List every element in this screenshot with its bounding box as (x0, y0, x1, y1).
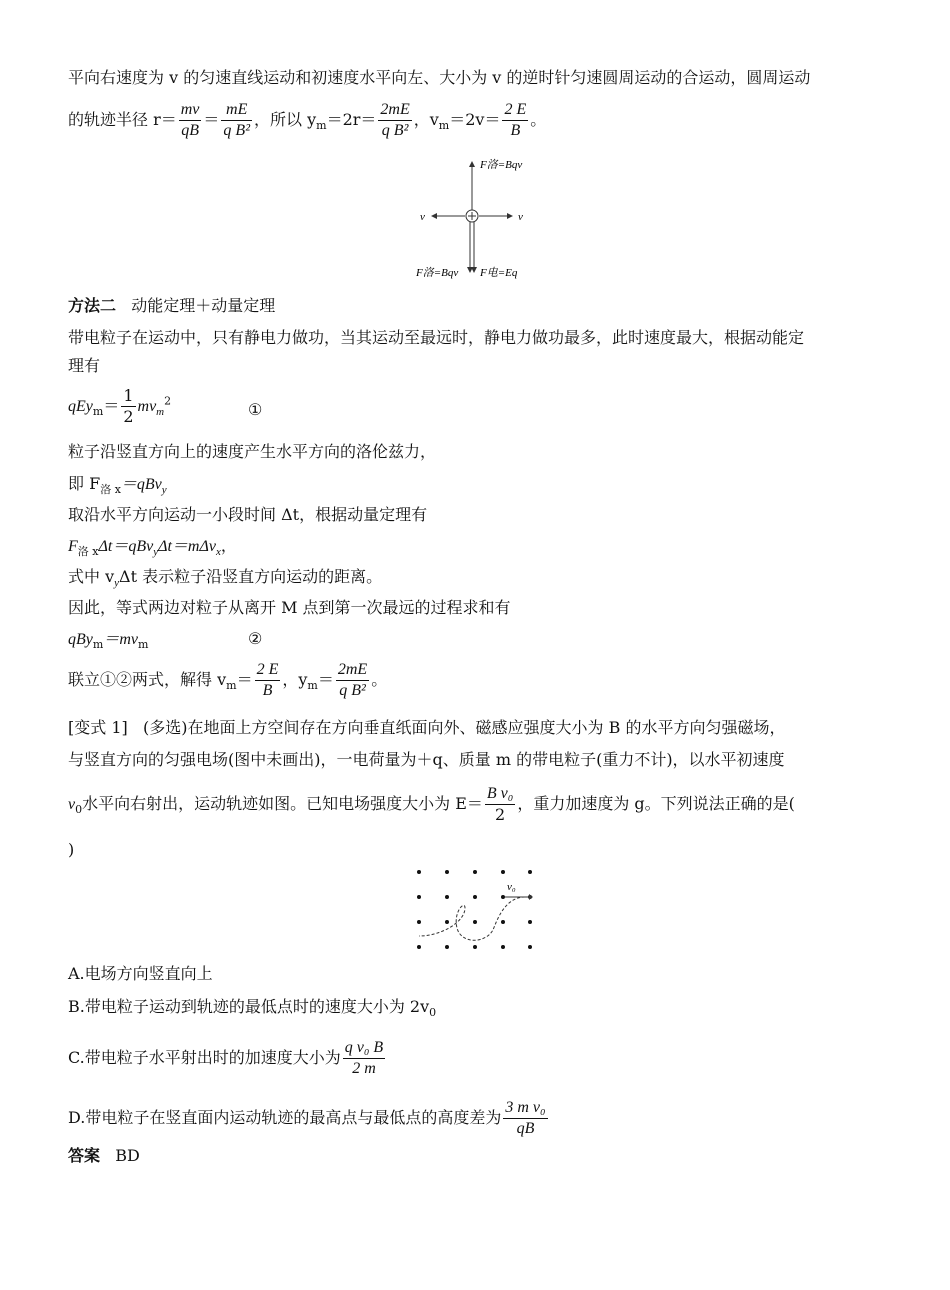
text: ，v (413, 110, 439, 129)
label-top: F洛=Bqv (480, 159, 523, 171)
equation-tag: ② (248, 629, 263, 648)
text-line: $F_{洛 x}\Delta t=qBv_y\Delta t=m\Delta v_x$， (68, 536, 237, 559)
question-line: ) (68, 840, 75, 859)
fraction: $\frac{2mE}{\text{q B²}}$ (380, 101, 410, 139)
option-d: D.带电粒子在竖直面内运动轨迹的最高点与最低点的高度差为 $\frac{\text{3 m v₀}}{qB}$ (68, 1099, 546, 1137)
method-heading (68, 294, 275, 318)
equation-2: $qBy_m=mv_m$ ② (68, 629, 263, 652)
fraction: $\frac{2 E}{B}$ (256, 661, 279, 699)
fraction: $\frac{2 E}{B}$ (504, 101, 527, 139)
text: ，所以 y (254, 110, 317, 129)
text-line: 平向右速度为 v 的匀速直线运动和初速度水平向左、大小为 v 的逆时针匀速圆周运动的合运动，圆周运动 (68, 68, 811, 87)
text: ＝2v＝ (449, 110, 501, 129)
text-line: 带电粒子在运动中，只有静电力做功，当其运动至最远时，静电力做功最多，此时速度最大，根据动能定 (68, 328, 805, 347)
option-b: B.带电粒子运动到轨迹的最低点时的速度大小为 $2v_0$ (68, 997, 437, 1020)
trajectory-path (419, 897, 525, 940)
text: ＝2r＝ (326, 110, 377, 129)
fraction: $\frac{mE}{\text{q B²}}$ (223, 101, 250, 139)
text-line: 理有 (68, 356, 101, 375)
equation-tag: ① (248, 400, 263, 419)
text-line: 粒子沿竖直方向上的速度产生水平方向的洛伦兹力， (68, 442, 437, 461)
fraction: $\frac{2mE}{\text{q B²}}$ (337, 661, 368, 699)
label-bottom-left: F洛=Bqv (416, 267, 459, 279)
label-bottom-right: F电=Eq (480, 267, 518, 279)
equation-1: qEy$_m$＝ $\frac{1}{2}$ $mv_m^2$ ① (68, 386, 263, 426)
text-line: 式中 $v_y\Delta t$ 表示粒子沿竖直方向运动的距离。 (68, 567, 383, 590)
answer-value: BD (115, 1146, 140, 1165)
text-line: 取沿水平方向运动一小段时间 Δt，根据动量定理有 (68, 505, 428, 524)
label-right: v (518, 211, 523, 223)
label-left: v (420, 211, 425, 223)
question-line: 与竖直方向的匀强电场(图中未画出)，一电荷量为＋q、质量 m 的带电粒子(重力不计)，以水平初速度 (68, 750, 785, 769)
answer-line (68, 1144, 140, 1168)
text: 的轨迹半径 r＝ (68, 110, 177, 129)
fraction: $\frac{\text{3 m v₀}}{qB}$ (505, 1099, 546, 1137)
fraction: $\frac{1}{2}$ (123, 386, 134, 426)
question-line: $v_0$水平向右射出，运动轨迹如图。已知电场强度大小为 E＝ $\frac{\text{B v₀}}{2}$ ，重力加速度为 g。下列说法正确的是( (68, 785, 795, 824)
v0-label: v₀ (507, 881, 516, 893)
method-title: 方法二 (68, 296, 117, 315)
force-diagram (410, 152, 550, 282)
text-line: 即 $F_{洛 x}=qBv_y$ (68, 474, 167, 497)
method-subtitle: 动能定理＋动量定理 (131, 296, 276, 315)
option-a: A.电场方向竖直向上 (68, 964, 213, 983)
formula-line: 的轨迹半径 r＝ $\frac{mv}{qB}$ ＝ $\frac{mE}{\text{q B²}}$ ，所以 $y_m=2r=$ $\frac{2mE}{\text{q B²}}$ ，$v_m=2v=$ $\frac{2 E}{B}$ 。 (68, 101, 547, 139)
question-line: [变式 1] (多选)在地面上方空间存在方向垂直纸面向外、磁感应强度大小为 B 的水平方向匀强磁场， (68, 718, 786, 737)
variant-tag: [变式 1] (68, 718, 128, 737)
answer-label: 答案 (68, 1146, 101, 1165)
option-c: C.带电粒子水平射出时的加速度大小为 $\frac{\text{q v₀ B}}{2 m}$ (68, 1039, 384, 1077)
trajectory-diagram (405, 862, 545, 954)
fraction: $\frac{mv}{qB}$ (180, 101, 200, 139)
text: ＝ (203, 110, 220, 129)
v0-arrowhead (529, 894, 533, 900)
fraction: $\frac{\text{q v₀ B}}{2 m}$ (344, 1039, 384, 1077)
text-line: 因此，等式两边对粒子从离开 M 点到第一次最远的过程求和有 (68, 598, 511, 617)
fraction: $\frac{\text{B v₀}}{2}$ (486, 785, 514, 824)
formula-line: 联立①②两式，解得 $v_m=$ $\frac{2 E}{B}$ ，$y_m=$ $\frac{2mE}{\text{q B²}}$ 。 (68, 661, 388, 699)
